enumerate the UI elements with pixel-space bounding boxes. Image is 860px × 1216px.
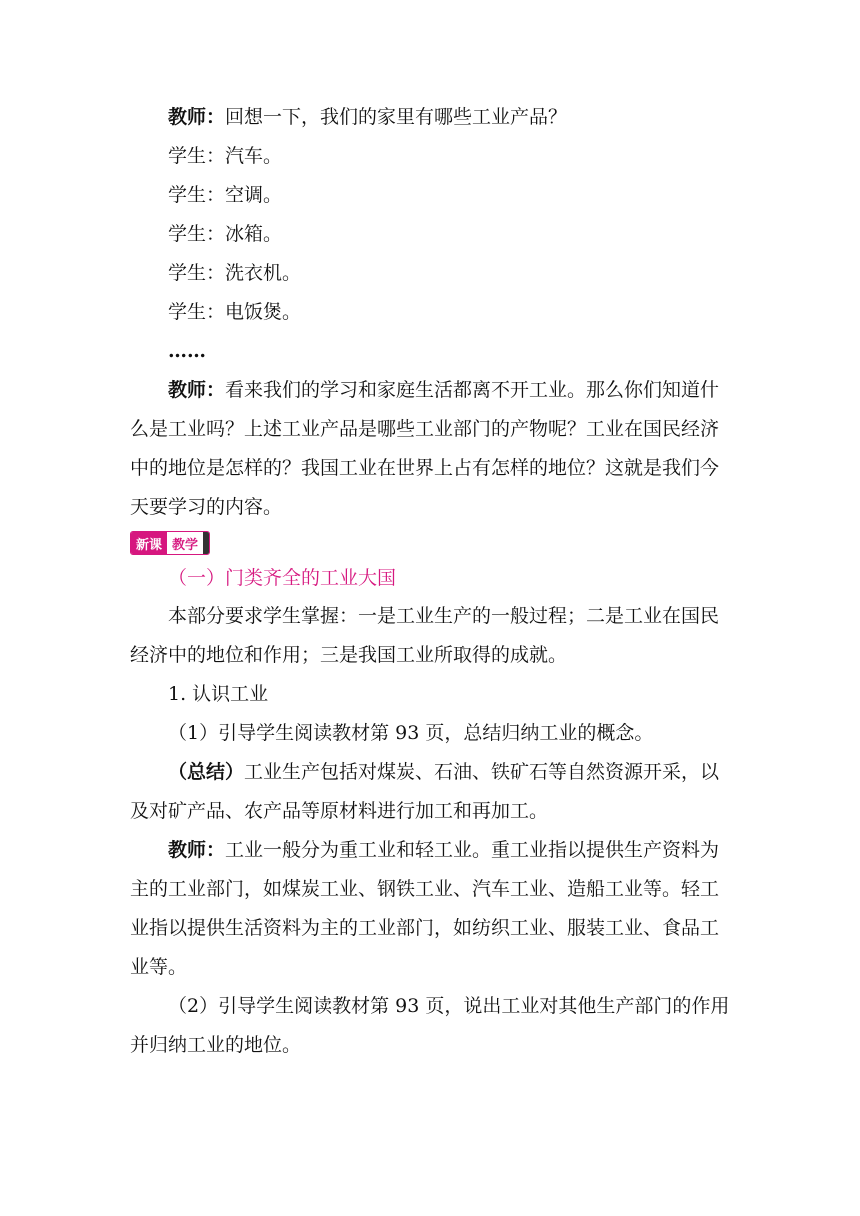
item-title: 1. 认识工业 [168, 683, 269, 705]
dialogue-line: 学生：冰箱。 [168, 223, 283, 245]
section-intro: 本部分要求学生掌握：一是工业生产的一般过程；二是工业在国民经济中的地位和作用；三是我国工业所取得的成就。 [130, 605, 720, 666]
dialogue-line: 教师：回想一下，我们的家里有哪些工业产品？ [168, 106, 568, 128]
ellipsis: …… [168, 340, 206, 362]
step-1: （1）引导学生阅读教材第 93 页，总结归纳工业的概念。 [168, 722, 654, 744]
badge-left: 新课 [131, 532, 167, 554]
dialogue-line: 学生：洗衣机。 [168, 262, 302, 284]
badge-tail [203, 532, 209, 554]
teacher-intro: 教师：看来我们的学习和家庭生活都离不开工业。那么你们知道什么是工业吗？上述工业产品是哪些工业部门的产物呢？工业在国民经济中的地位是怎样的？我国工业在世界上占有怎样的地位？这就是我们今天要学习的内容。 [130, 379, 720, 518]
dialogue-line: 学生：电饭煲。 [168, 301, 302, 323]
new-lesson-badge [130, 531, 210, 555]
dialogue-line: 学生：空调。 [168, 184, 283, 206]
badge-right: 教学 [167, 532, 203, 554]
summary: （总结）工业生产包括对煤炭、石油、铁矿石等自然资源开采，以及对矿产品、农产品等原材料进行加工和再加工。 [130, 761, 720, 822]
step-2: （2）引导学生阅读教材第 93 页，说出工业对其他生产部门的作用并归纳工业的地位。 [130, 995, 730, 1056]
dialogue-line: 学生：汽车。 [168, 145, 283, 167]
section-title: （一）门类齐全的工业大国 [168, 567, 397, 589]
teacher-explain: 教师：工业一般分为重工业和轻工业。重工业指以提供生产资料为主的工业部门，如煤炭工业、钢铁工业、汽车工业、造船工业等。轻工业指以提供生活资料为主的工业部门，如纺织工业、服装工业、食品工业等。 [130, 839, 720, 978]
document-page [130, 98, 730, 1065]
